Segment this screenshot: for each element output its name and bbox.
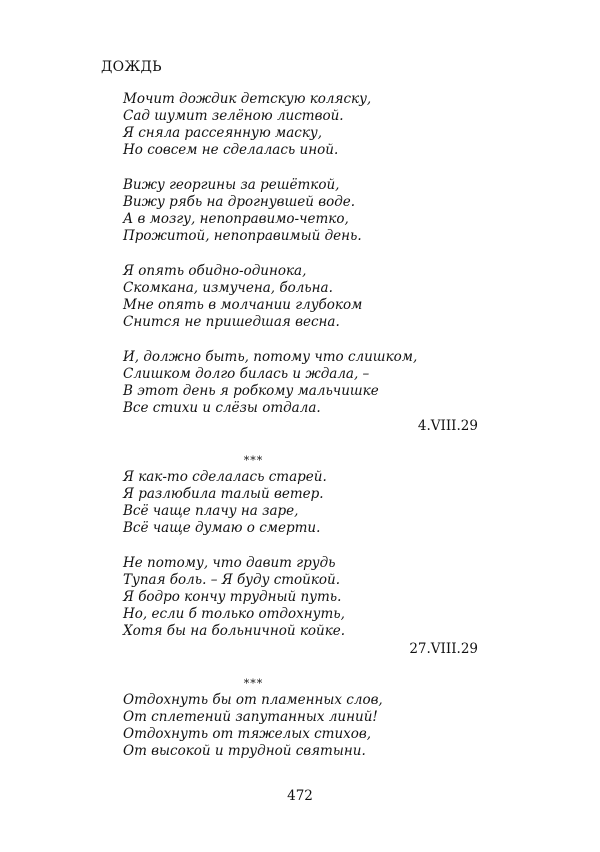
poem-date: 27.VIII.29: [409, 641, 478, 657]
poem-date: 4.VIII.29: [417, 418, 478, 434]
poem-line: Мне опять в молчании глубоком: [123, 297, 363, 313]
poem-line: Всё чаще плачу на заре,: [123, 503, 299, 519]
poem-line: От высокой и трудной святыни.: [123, 743, 366, 759]
poem-line: И, должно быть, потому что слишком,: [123, 349, 418, 365]
poem-line: Хотя бы на больничной койке.: [123, 623, 346, 639]
poem-line: Но совсем не сделалась иной.: [123, 142, 339, 158]
poem-line: Слишком долго билась и ждала, –: [123, 366, 370, 382]
poem-line: Я сняла рассеянную маску,: [123, 125, 323, 141]
poem-line: В этот день я робкому мальчишке: [123, 383, 379, 399]
poem-line: Но, если б только отдохнуть,: [123, 606, 345, 622]
poem-line: Мочит дождик детскую коляску,: [123, 91, 372, 107]
poem-line: Сад шумит зелёною листвой.: [123, 108, 344, 124]
poem-line: Отдохнуть бы от пламенных слов,: [123, 692, 383, 708]
poem-line: Прожитой, непоправимый день.: [123, 228, 362, 244]
poem-line: Тупая боль. – Я буду стойкой.: [123, 572, 341, 588]
poem-line: Все стихи и слёзы отдала.: [123, 400, 321, 416]
poem-title: ДОЖДЬ: [101, 59, 162, 75]
poem-line: Скомкана, измучена, больна.: [123, 280, 333, 296]
section-separator: ***: [243, 454, 264, 467]
poem-line: Я разлюбила талый ветер.: [123, 486, 324, 502]
poem-line: Я опять обидно-одинока,: [123, 263, 307, 279]
poem-line: Всё чаще думаю о смерти.: [123, 520, 321, 536]
poem-line: От сплетений запутанных линий!: [123, 709, 378, 725]
section-separator: ***: [243, 677, 264, 690]
poem-line: Снится не пришедшая весна.: [123, 314, 340, 330]
poem-line: Вижу рябь на дрогнувшей воде.: [123, 194, 356, 210]
poem-line: Вижу георгины за решёткой,: [123, 177, 340, 193]
page-number: 472: [287, 788, 313, 804]
poem-line: Я как-то сделалась старей.: [123, 469, 327, 485]
poem-line: А в мозгу, непоправимо-четко,: [123, 211, 349, 227]
poem-line: Я бодро кончу трудный путь.: [123, 589, 342, 605]
poem-line: Не потому, что давит грудь: [123, 555, 336, 571]
poem-line: Отдохнуть от тяжелых стихов,: [123, 726, 372, 742]
